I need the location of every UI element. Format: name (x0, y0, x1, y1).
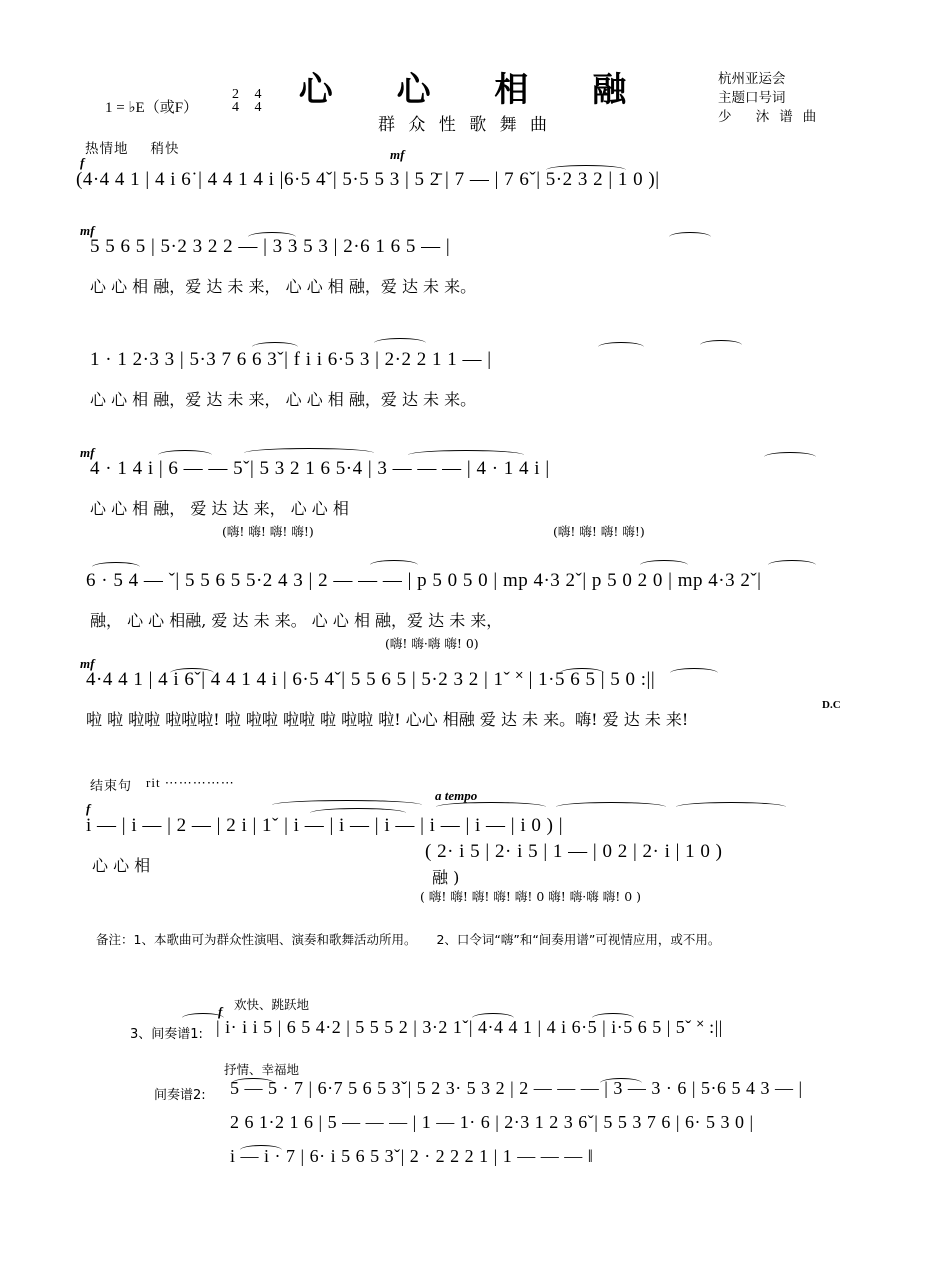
lyrics-coda-second: 融 ) (432, 868, 460, 887)
slur-icon (436, 802, 546, 812)
system-verse1 (80, 222, 477, 296)
slur-icon (598, 342, 644, 352)
slur-icon (700, 340, 742, 350)
dynamic-mf-v3: mf (80, 445, 95, 460)
dynamic-mf-v1: mf (80, 223, 95, 238)
time-signature (232, 88, 274, 114)
a-tempo-marking: a tempo (435, 788, 478, 803)
notation-coda-second: ( 2· i 5 | 2· i 5 | 1 — | 0 2 | 2· i | 1 0 ) (425, 841, 723, 862)
slur-icon (472, 1013, 514, 1023)
slur-icon (370, 560, 418, 570)
meter-first-den: 4 (232, 100, 239, 115)
dynamic-mf-intro: mf (390, 147, 405, 162)
meter-second-den: 4 (254, 100, 262, 115)
slur-icon (768, 560, 816, 570)
slur-icon (546, 165, 626, 175)
lyrics-verse2: 心 心 相 融，爱 达 未 来， 心 心 相 融，爱 达 未 来。 (90, 390, 477, 409)
lyrics-verse3: 心 心 相 融， 爱 达 达 来， 心 心 相 (90, 499, 349, 518)
interlude-1-label: 3、间奏谱1: (130, 1027, 203, 1042)
interlude-2-line-3: i — i · 7 | 6· i 5 6 5 3ˇ| 2 · 2 2 2 1 | 1 — — — ‖ (230, 1146, 594, 1166)
shout-lyrics-v4: (嗨! 嗨·嗨 嗨! 0) (385, 636, 479, 651)
notation-verse3: 4 · 1 4 i | 6 — — 5ˇ| 5 3 2 1 6 5·4 | 3 — — — | 4 · 1 4 i | (90, 458, 550, 479)
credit-line-3: 少 沐谱曲 (718, 109, 827, 125)
slur-icon (310, 808, 406, 818)
meter-first-num: 2 (232, 87, 239, 102)
lyrics-coda: 心 心 相 (92, 856, 151, 875)
interlude-1-expression: 欢快、跳跃地 (234, 997, 310, 1012)
lyrics-verse4: 融， 心 心 相融, 爱 达 未 来。 心 心 相 融，爱 达 未 来， (90, 611, 503, 630)
dynamic-mf-v5: mf (80, 656, 95, 671)
notation-intro: (4·4 4 1 | 4 i 6˙| 4 4 1 4 i |6·5 4ˇ| 5·5 5 3 | 5 2̄ | 7 — | 7 6ˇ| 5·2 3 2 | 1 0 )| (76, 169, 660, 190)
slur-icon (592, 1013, 634, 1023)
notes-item-2: 2、口令词“嗨”和“间奏用谱”可视情应用，或不用。 (436, 932, 721, 947)
slur-icon (248, 232, 296, 242)
notation-verse1: 5 5 6 5 | 5·2 3 2 2 — | 3 3 5 3 | 2·6 1 6 5 — | (90, 236, 451, 257)
shout-lyrics-coda: ( 嗨! 嗨! 嗨! 嗨! 嗨! 0 嗨! 嗨·嗨 嗨! 0 ) (420, 889, 642, 904)
credits-block (718, 70, 826, 127)
notes-line-1 (96, 930, 720, 948)
lyrics-verse1: 心 心 相 融，爱 达 未 来， 心 心 相 融，爱 达 未 来。 (90, 277, 477, 296)
dc-marking: D.C (822, 699, 841, 711)
page-title: 心 心 相 融 (298, 70, 653, 110)
notation-verse5: 4·4 4 1 | 4 i 6ˇ| 4 4 1 4 i | 6·5 4ˇ| 5 5 6 5 | 5·2 3 2 | 1ˇ ˟ | 1·5 6 5 | 5 0 :|| (86, 669, 656, 690)
slur-icon (560, 668, 604, 678)
lyrics-verse5: 啦 啦 啦啦 啦啦啦! 啦 啦啦 啦啦 啦 啦啦 啦! 心心 相融 爱 达 未 来。嗨! 爱 达 未 来! (86, 710, 689, 729)
page-subtitle: 群 众 性 歌 舞 曲 (377, 115, 552, 135)
tempo-speed: 稍快 (150, 141, 180, 157)
interlude-2-line-2: 2 6 1·2 1 6 | 5 — — — | 1 — 1· 6 | 2·3 1 2 3 6ˇ| 5 5 3 7 6 | 6· 5 3 0 | (230, 1112, 754, 1132)
notes-item-1: 1、本歌曲可为群众性演唱、演奏和歌舞活动所用。 (133, 932, 417, 947)
key-signature: 1 = ♭E（或F） (105, 100, 199, 116)
meter-second (255, 88, 262, 114)
rit-marking: rit ⋯⋯⋯⋯⋯ (146, 775, 235, 790)
slur-icon (244, 448, 374, 458)
notation-verse4: 6 · 5 4 — ˇ| 5 5 6 5 5·2 4 3 | 2 — — — | p 5 0 5 0 | mp 4·3 2ˇ| p 5 0 2 0 | mp 4·3 2ˇ| (86, 570, 762, 591)
interlude-2-label: 间奏谱2: (154, 1088, 206, 1103)
slur-icon (556, 802, 666, 812)
dynamic-f-interlude1: f (218, 1004, 223, 1019)
slur-icon (170, 668, 214, 678)
notation-coda: i — | i — | 2 — | 2 i | 1ˇ | i — | i — | i — | i — | i — | i 0 ) | (86, 815, 564, 836)
system-verse3 (80, 444, 645, 539)
slur-icon (240, 1145, 282, 1155)
shout-lyrics-v3-b: (嗨! 嗨! 嗨! 嗨!) (553, 524, 645, 539)
slur-icon (676, 802, 786, 812)
slur-icon (232, 1078, 274, 1088)
slur-icon (182, 1013, 224, 1023)
notation-verse2: 1 · 1 2·3 3 | 5·3 7 6 6 3ˇ| f i i 6·5 3 | 2·2 2 1 1 — | (90, 349, 492, 370)
credit-line-1: 杭州亚运会 (718, 71, 786, 87)
coda-label: 结束句 (90, 778, 133, 793)
slur-icon (600, 1078, 642, 1088)
notes-prefix: 备注： (96, 932, 134, 947)
interlude-1-notation: | i· i i 5 | 6 5 4·2 | 5 5 5 2 | 3·2 1ˇ| 4·4 4 1 | 4 i 6·5 | i·5 6 5 | 5ˇ ˟ :|| (216, 1017, 723, 1037)
shout-lyrics-v3-a: (嗨! 嗨! 嗨! 嗨!) (222, 524, 314, 539)
dynamic-f-coda: f (86, 801, 91, 816)
interlude-2-expression: 抒情、幸福地 (224, 1062, 300, 1077)
slur-icon (764, 452, 816, 462)
slur-icon (670, 668, 718, 678)
interlude-2-line-1: 5 — 5 · 7 | 6·7 5 6 5 3ˇ| 5 2 3· 5 3 2 | 2 — — — | 3 — 3 · 6 | 5·6 5 4 3 — | (230, 1078, 803, 1098)
slur-icon (92, 562, 140, 572)
dynamic-f-intro: f (80, 155, 85, 170)
slur-icon (252, 342, 298, 352)
meter-first (232, 88, 239, 114)
system-verse5 (80, 655, 841, 729)
slur-icon (408, 450, 524, 460)
slur-icon (158, 450, 212, 460)
slur-icon (669, 232, 711, 242)
meter-second-num: 4 (254, 87, 262, 102)
slur-icon (374, 338, 426, 348)
tempo-expression: 热情地 (85, 141, 129, 157)
credit-line-2: 主题口号词 (718, 90, 786, 106)
tempo-marking (85, 137, 180, 157)
slur-icon (640, 560, 688, 570)
